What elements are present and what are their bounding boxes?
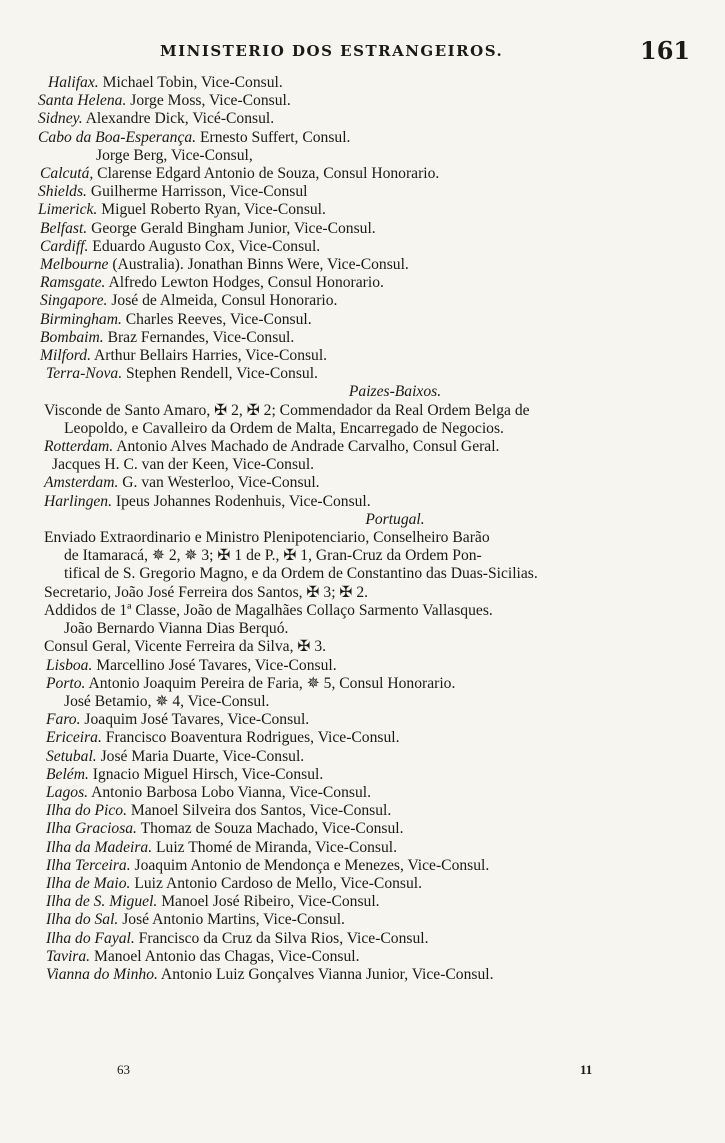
place-name: Vianna do Minho. [46,965,158,983]
listing-entry [30,729,700,747]
entry-text: Manoel Antonio das Chagas, Vice-Consul. [90,947,360,965]
place-name: Lagos. [46,783,89,801]
listing-entry [30,129,700,147]
listing-entry [30,292,700,310]
listing-entry [30,474,700,492]
listing-entry [30,201,700,219]
entry-text: Manoel Silveira dos Santos, Vice-Consul. [126,802,392,820]
entry-text: Luiz Thomé de Miranda, Vice-Consul. [152,838,398,856]
listing-entry [30,620,700,638]
listing-entry [30,638,700,656]
listing-entry [30,820,700,838]
place-name: Harlingen. [44,492,113,510]
signature-mark-right: 11 [580,1062,593,1077]
place-name: Ilha de S. Miguel. [46,893,158,911]
place-name: Ericeira. [46,729,102,747]
entry-text: Jorge Berg, Vice-Consul, [96,146,253,164]
page-header [0,36,725,72]
entry-text: Guilherme Harrisson, Vice-Consul [86,183,308,201]
place-name: Ramsgate. [40,274,106,292]
place-name: Faro. [46,711,81,729]
listing-entry [30,456,700,474]
listing-entry [30,966,700,984]
entry-text: Arthur Bellairs Harries, Vice-Consul. [90,347,328,365]
listing-entry [30,329,700,347]
entry-text: Francisco da Cruz da Silva Rios, Vice-Consul. [134,929,429,947]
entry-text: José de Almeida, Consul Honorario. [107,292,338,310]
listing-entry [30,238,700,256]
page-footer [0,1062,725,1082]
entry-text: José Maria Duarte, Vice-Consul. [96,747,305,765]
listing-entry [30,584,700,602]
listing-entry [30,893,700,911]
entry-text: Stephen Rendell, Vice-Consul. [122,365,318,383]
entry-text: de Itamaracá, ✵ 2, ✵ 3; ✠ 1 de P., ✠ 1, Gran-Cruz da Ordem Pon- [64,547,482,565]
listing-entry [30,693,700,711]
section-heading: Portugal. [365,510,425,528]
listing-entry [30,74,700,92]
entry-text: Joaquim Antonio de Mendonça e Menezes, Vice-Consul. [130,856,490,874]
place-name: Ilha da Madeira. [46,838,153,856]
place-name: Bombaim. [40,328,104,346]
entry-text: Michael Tobin, Vice-Consul. [98,74,283,91]
entry-text: Thomaz de Souza Machado, Vice-Consul. [136,820,404,838]
place-name: Amsterdam. [44,474,119,492]
listing-entry [30,911,700,929]
listing-entry [30,274,700,292]
listing-entry [30,92,700,110]
entry-text: Visconde de Santo Amaro, ✠ 2, ✠ 2; Commendador da Real Ordem Belga de [44,401,530,419]
listing-entry [30,802,700,820]
entry-text: Consul Geral, Vicente Ferreira da Silva, ✠ 3. [44,638,327,656]
place-name: Shields. [38,183,87,201]
listing-entry [30,766,700,784]
entry-text: José Betamio, ✵ 4, Vice-Consul. [64,692,270,710]
listing-entry [30,857,700,875]
entry-text: Marcellino José Tavares, Vice-Consul. [92,656,337,674]
entry-text: Miguel Roberto Ryan, Vice-Consul. [97,201,326,219]
place-name: Ilha de Maio. [46,874,131,892]
listing-entry [30,675,700,693]
listing-entry [30,930,700,948]
entry-text: Joaquim José Tavares, Vice-Consul. [80,711,310,729]
place-name: Ilha Graciosa. [46,820,137,838]
entry-text: Addidos de 1ª Classe, João de Magalhães Collaço Sarmento Vallasques. [44,601,493,619]
entry-text: (Australia). Jonathan Binns Were, Vice-Consul. [108,256,409,274]
place-name: Milford. [40,347,91,365]
listing-entry [30,948,700,966]
place-name: Terra-Nova. [46,365,123,383]
place-name: Cabo da Boa-Esperança. [38,128,197,146]
listing-entry [30,657,700,675]
entry-text: Ipeus Johannes Rodenhuis, Vice-Consul. [112,492,371,510]
entry-text: Clarense Edgard Antonio de Souza, Consul Honorario. [93,165,440,183]
entry-text: tifical de S. Gregorio Magno, e da Ordem de Constantino das Duas-Sicilias. [64,565,538,583]
listing-entry [30,839,700,857]
entry-text: Antonio Joaquim Pereira de Faria, ✵ 5, Consul Honorario. [85,674,456,692]
place-name: Sidney. [38,110,83,128]
place-name: Birmingham. [40,310,122,328]
place-name: Ilha Terceira. [46,856,131,874]
place-name: Calcutá, [40,165,94,183]
entry-text: George Gerald Bingham Junior, Vice-Consul. [87,219,376,237]
listing-entry [30,565,700,583]
running-title: MINISTERIO DOS ESTRANGEIROS. [160,42,504,60]
place-name: Lisboa. [46,656,93,674]
listing-entry [30,493,700,511]
listing-entry [30,110,700,128]
place-name: Ilha do Sal. [46,911,119,929]
entry-text: Manoel José Ribeiro, Vice-Consul. [157,893,380,911]
entry-text: João Bernardo Vianna Dias Berquó. [64,620,289,638]
listing-entry [30,183,700,201]
place-name: Singapore. [40,292,108,310]
place-name: Melbourne [40,256,109,274]
entry-text: Antonio Alves Machado de Andrade Carvalho, Consul Geral. [113,438,500,456]
signature-mark-left: 63 [117,1062,130,1077]
place-name: Halifax. [48,74,99,91]
entry-text: Francisco Boaventura Rodrigues, Vice-Consul. [101,729,400,747]
listing-entry [30,220,700,238]
entry-text: Secretario, João José Ferreira dos Santos, ✠ 3; ✠ 2. [44,583,369,601]
place-name: Santa Helena. [38,92,127,110]
listing-entry [30,529,700,547]
listing-entry [30,547,700,565]
entry-text: Eduardo Augusto Cox, Vice-Consul. [88,237,321,255]
listing-entry [30,402,700,420]
entry-text: Antonio Luiz Gonçalves Vianna Junior, Vice-Consul. [157,965,494,983]
listing-entry [30,602,700,620]
place-name: Ilha do Fayal. [46,929,135,947]
entry-text: Alexandre Dick, Vicé-Consul. [82,110,275,128]
place-name: Ilha do Pico. [46,802,127,820]
place-name: Tavira. [46,947,91,965]
entry-text: Enviado Extraordinario e Ministro Plenipotenciario, Conselheiro Barão [44,529,490,547]
listing-entry [30,365,700,383]
consul-listing [30,74,700,984]
place-name: Porto. [46,674,86,692]
place-name: Belfast. [40,219,88,237]
entry-text: Braz Fernandes, Vice-Consul. [103,328,295,346]
listing-entry [30,147,700,165]
place-name: Rotterdam. [44,438,114,456]
entry-text: Leopoldo, e Cavalleiro da Ordem de Malta, Encarregado de Negocios. [64,419,504,437]
place-name: Belém. [46,765,89,783]
entry-text: Alfredo Lewton Hodges, Consul Honorario. [105,274,384,292]
listing-entry [30,165,700,183]
entry-text: José Antonio Martins, Vice-Consul. [118,911,345,929]
listing-entry [30,711,700,729]
listing-entry [30,420,700,438]
listing-entry [30,438,700,456]
listing-entry [30,347,700,365]
place-name: Limerick. [38,201,98,219]
entry-text: Jacques H. C. van der Keen, Vice-Consul. [52,456,315,474]
entry-text: Ignacio Miguel Hirsch, Vice-Consul. [88,765,324,783]
listing-entry [30,311,700,329]
entry-text: Charles Reeves, Vice-Consul. [121,310,312,328]
listing-entry [30,875,700,893]
entry-text: G. van Westerloo, Vice-Consul. [118,474,320,492]
page-number: 161 [640,36,691,65]
place-name: Cardiff. [40,237,89,255]
entry-text: Ernesto Suffert, Consul. [196,128,351,146]
listing-entry [30,784,700,802]
listing-entry [30,256,700,274]
listing-entry [30,748,700,766]
entry-text: Jorge Moss, Vice-Consul. [126,92,291,110]
entry-text: Luiz Antonio Cardoso de Mello, Vice-Consul. [130,874,423,892]
entry-text: Antonio Barbosa Lobo Vianna, Vice-Consul. [88,783,372,801]
place-name: Setubal. [46,747,97,765]
section-heading: Paizes-Baixos. [348,383,442,401]
